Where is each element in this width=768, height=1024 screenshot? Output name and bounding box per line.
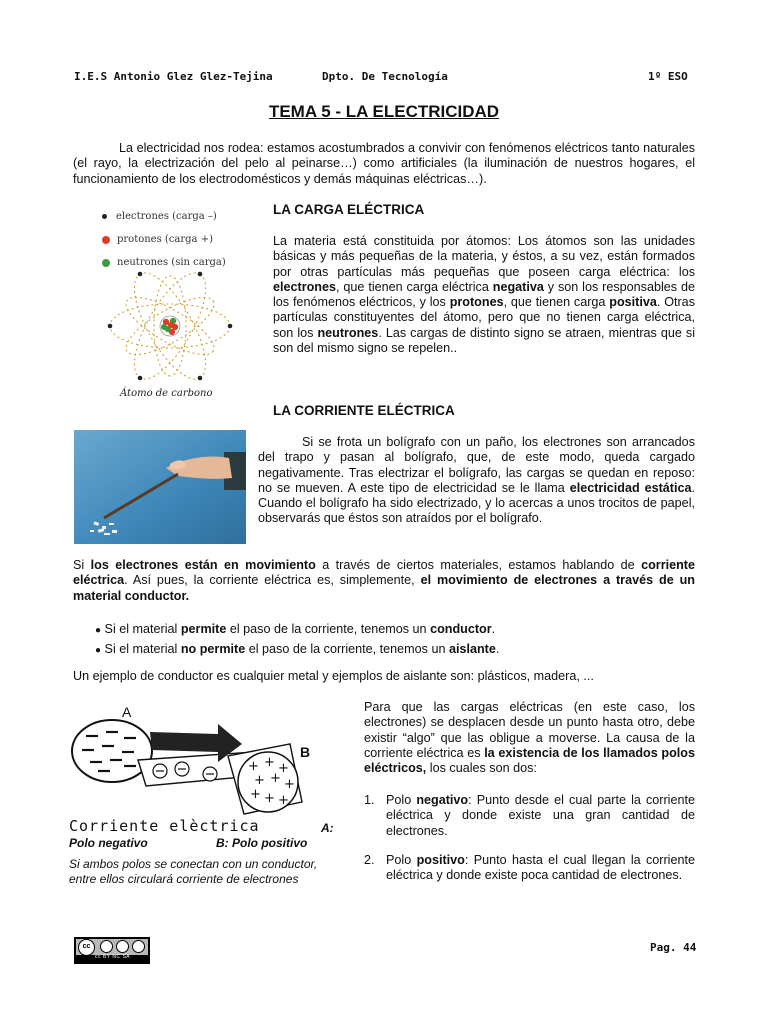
bullet-icon: ● [95, 645, 102, 656]
atom-caption: Átomo de carbono [120, 388, 213, 399]
svg-text:+: + [278, 761, 289, 776]
legend-protons: protones (carga +) [102, 228, 226, 251]
label-b: B [300, 744, 311, 760]
header-school: I.E.S Antonio Glez Glez-Tejina [74, 70, 273, 83]
movement-paragraph: Si los electrones están en movimiento a través de ciertos materiales, estamos hablando de corriente eléctrica. Así pues, la corriente eléctrica es, simplemente, el movimiento de electrones a través de un material conductor. [73, 558, 696, 603]
list-item: 2. Polo positivo: Punto hasta el cual llegan la corriente eléctrica y donde existe poca cantidad de electrones. [364, 852, 695, 883]
header-department: Dpto. De Tecnología [322, 70, 448, 83]
intro-paragraph: La electricidad nos rodea: estamos acostumbrados a convivir con fenómenos eléctricos tanto naturales (el rayo, la electrización del pelo al peinarse…) como artificiales (la iluminación de nuestros hogares, el funcionamiento de los electrodomésticos y demás máquinas eléctricas…). [73, 141, 695, 186]
svg-text:+: + [248, 759, 259, 774]
svg-text:+: + [264, 755, 275, 770]
list-item: 1. Polo negativo: Punto desde el cual parte la corriente eléctrica y donde existe una gran cantidad de electrones. [364, 793, 695, 838]
svg-text:+: + [254, 773, 265, 788]
sa-icon [132, 940, 145, 953]
page-title: TEMA 5 - LA ELECTRICIDAD [268, 102, 500, 121]
polo-negativo-label: Polo negativo [69, 836, 148, 850]
legend-neutrons: neutrones (sin carga) [102, 251, 226, 274]
poles-paragraph: Para que las cargas eléctricas (en este caso, los electrones) se desplacen desde un punto hasta otro, debe existir “algo” que las obligue a moverse. La causa de la corriente eléctrica es la existencia de los llamados polos eléctricos, los cuales son dos: [364, 700, 695, 776]
svg-text:+: + [284, 777, 295, 792]
charge-paragraph: La materia está constituida por átomos: Los átomos son las unidades básicas y más pequeñas de la materia, y éstos, a su vez, están formados por otras partículas más pequeñas que poseen carga eléctrica: los electrones, que tienen carga eléctrica negativa y son los responsables de los fenómenos eléctricos, y los protones, que tienen carga positiva. Otras partículas constituyentes del átomo, pero que no tienen carga eléctrica, son los neutrones. Las cargas de distinto signo se atraen, mientras que si son del mismo signo se repelen.. [273, 234, 695, 356]
static-electricity-photo [74, 430, 246, 544]
diagram-caption: Si ambos polos se conectan con un conductor, entre ellos circulará corriente de electrones [69, 857, 318, 886]
atom-figure [90, 198, 250, 403]
cc-icon: cc [78, 939, 95, 956]
section-heading-current: LA CORRIENTE ELÉCTRICA [273, 403, 455, 418]
list-item: ● Si el material no permite el paso de la corriente, tenemos un aislante. [95, 642, 500, 656]
svg-text:+: + [270, 771, 281, 786]
example-paragraph: Un ejemplo de conductor es cualquier metal y ejemplos de aislante son: plásticos, madera, ... [73, 669, 594, 683]
bullet-icon: ● [95, 625, 102, 636]
diagram-a-colon: A: [321, 821, 334, 835]
license-badge [74, 937, 150, 964]
label-a: A [122, 704, 132, 720]
by-icon [100, 940, 113, 953]
license-text: cc BY NC SA [95, 954, 131, 960]
section-heading-charge: LA CARGA ELÉCTRICA [273, 202, 425, 217]
diagram-title: Corriente elèctrica [69, 817, 260, 835]
atom-diagram [100, 260, 240, 392]
nc-icon [116, 940, 129, 953]
svg-text:+: + [250, 787, 261, 802]
svg-text:+: + [278, 793, 289, 808]
electron-dot-icon [102, 214, 107, 219]
legend-electrons: electrones (carga –) [102, 205, 226, 228]
poles-list [364, 793, 695, 883]
current-paragraph: Si se frota un bolígrafo con un paño, los electrones son arrancados del trapo y pasan al bolígrafo, que, de este modo, queda cargado negativamente. Tras electrizar el bolígrafo, las cargas se quedan en reposo: no se mueven. A este tipo de electricidad se le llama electricidad estática. Cuando el bolígrafo ha sido electrizado, y lo acercas a unos trocitos de papel, observarás que éstos son atraídos por el bolígrafo. [258, 435, 696, 526]
list-item: ● Si el material permite el paso de la corriente, tenemos un conductor. [95, 622, 496, 636]
proton-dot-icon [102, 236, 110, 244]
header-course: 1º ESO [648, 70, 688, 83]
poles-diagram [68, 702, 348, 852]
page-number: Pag. 44 [650, 941, 697, 954]
conductor-bullets [95, 620, 695, 660]
poles-drawing [68, 716, 338, 826]
polo-positivo-label: B: Polo positivo [216, 836, 308, 850]
svg-text:+: + [264, 791, 275, 806]
